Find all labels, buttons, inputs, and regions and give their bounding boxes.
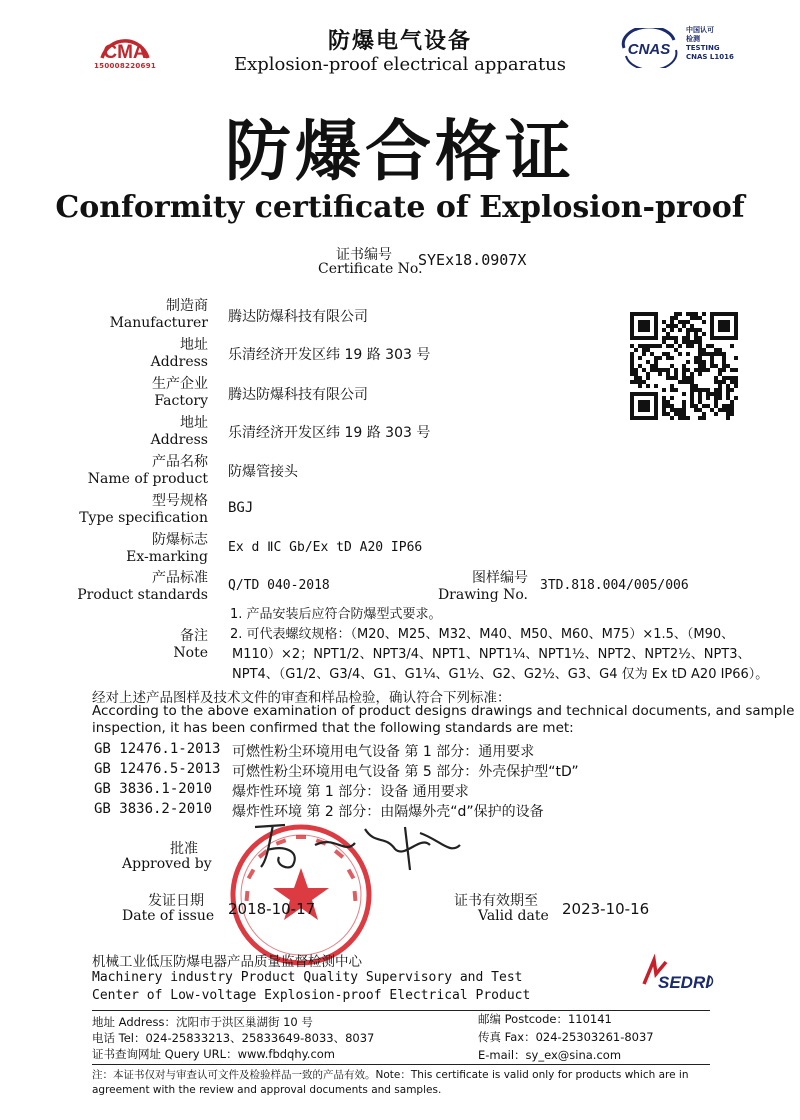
manufacturer-address-label: 地址 Address (150, 337, 208, 370)
standard-name: 爆炸性环境 第 1 部分：设备 通用要求 (232, 784, 469, 800)
inspection-cn: 经对上述产品图样及技术文件的审查和样品检验，确认符合下列标准： (92, 690, 511, 706)
issue-date-value: 2018-10-17 (228, 900, 316, 918)
approved-label-cn: 批准 (170, 841, 198, 857)
note-line: NPT4、（G1/2、G3/4、G1、G1¼、G1½、G2、G2½、G3、G4 仅为 Ex tD A20 IP66）。 (232, 667, 769, 682)
certificate-title-en: Conformity certificate of Explosion-proof (55, 190, 745, 225)
contact-tel: 电话 Tel：024-25833213、25833649-8033、8037 (92, 1031, 375, 1045)
notes-block (230, 605, 768, 685)
contact-left (92, 1014, 374, 1062)
product-name-value: 防爆管接头 (228, 464, 298, 480)
manufacturer-value: 腾达防爆科技有限公司 (228, 309, 368, 325)
type-spec-label: 型号规格 Type specification (79, 493, 208, 526)
cma-mark: CMA (103, 42, 147, 63)
divider (92, 1064, 710, 1065)
issue-date-label-en: Date of issue (122, 908, 215, 924)
cma-number: 150008220691 (94, 62, 157, 70)
standard-code: GB 3836.1-2010 (94, 781, 213, 797)
contact-address: 地址 Address：沈阳市于洪区巢湖街 10 号 (92, 1015, 313, 1029)
standard-code: GB 12476.1-2013 (94, 741, 221, 757)
contact-postcode: 邮编 Postcode：110141 (478, 1012, 612, 1026)
certificate-no-value: SYEx18.0907X (418, 251, 527, 269)
contact-right (478, 1010, 654, 1064)
footnote-line: agreement with the review and approval documents and samples. (92, 1084, 442, 1096)
certificate-no-label-cn: 证书编号 (336, 247, 392, 263)
certificate-no-label-en: Certificate No. (318, 261, 423, 277)
sedri-logo (640, 954, 720, 998)
cnas-text (686, 26, 734, 62)
manufacturer-label: 制造商 Manufacturer (109, 298, 208, 331)
manufacturer-address-value: 乐清经济开发区纬 19 路 303 号 (228, 347, 431, 363)
inspection-en-line1: According to the above examination of product designs drawings and technical documents, and sample (92, 703, 795, 719)
footnote (92, 1068, 689, 1098)
product-standards-label: 产品标准 Product standards (77, 570, 208, 603)
qr-code (630, 312, 738, 420)
cnas-line: CNAS L1016 (686, 53, 734, 61)
certificate-title-cn: 防爆合格证 (225, 113, 575, 190)
note-line: 2. 可代表螺纹规格：（M20、M25、M32、M40、M50、M60、M75）×1.5、（M90、 (230, 627, 735, 642)
factory-value: 腾达防爆科技有限公司 (228, 387, 368, 403)
header-title-cn: 防爆电气设备 (327, 29, 472, 54)
signature (245, 815, 485, 875)
cnas-line: 中国认可 (686, 26, 714, 34)
issue-date-label-cn: 发证日期 (148, 893, 204, 909)
ex-marking-value: Ex d ⅡC Gb/Ex tD A20 IP66 (228, 540, 423, 555)
factory-address-value: 乐清经济开发区纬 19 路 303 号 (228, 425, 431, 441)
center-name-en-line1: Machinery industry Product Quality Supervisory and Test (92, 970, 523, 985)
product-name-label: 产品名称 Name of product (87, 454, 208, 487)
factory-label: 生产企业 Factory (152, 376, 208, 409)
cnas-line: TESTING (686, 44, 720, 52)
qr-code-graphic (630, 312, 738, 420)
center-name-cn: 机械工业低压防爆电器产品质量监督检测中心 (92, 954, 362, 970)
drawing-no-label: 图样编号 Drawing No. (437, 570, 528, 603)
contact-query-url: 证书查询网址 Query URL：www.fbdqhy.com (92, 1047, 336, 1061)
factory-address-label: 地址 Address (150, 415, 208, 448)
product-standards-value: Q/TD 040-2018 (228, 578, 330, 593)
contact-email: E-mail：sy_ex@sina.com (478, 1048, 622, 1062)
drawing-no-value: 3TD.818.004/005/006 (540, 578, 689, 593)
note-line: M110）×2；NPT1/2、NPT3/4、NPT1、NPT1¼、NPT1½、NPT2、NPT2½、NPT3、 (232, 647, 751, 662)
standard-code: GB 3836.2-2010 (94, 801, 213, 817)
inspection-en-line2: inspection, it has been confirmed that the following standards are met: (92, 720, 574, 736)
sedri-mark: SEDRI (658, 973, 710, 992)
valid-date-label-en: Valid date (478, 908, 549, 924)
valid-date-value: 2023-10-16 (562, 900, 650, 918)
type-spec-value: BGJ (228, 500, 254, 516)
header-title-en: Explosion-proof electrical apparatus (233, 54, 567, 75)
approved-label-en: Approved by (122, 856, 212, 872)
cnas-line: 检测 (686, 35, 700, 43)
cnas-logo (618, 28, 680, 68)
note-line: 1. 产品安装后应符合防爆型式要求。 (230, 607, 442, 622)
standard-name: 爆炸性环境 第 2 部分：由隔爆外壳“d”保护的设备 (232, 804, 544, 820)
contact-fax: 传真 Fax：024-25303261-8037 (478, 1030, 654, 1044)
footnote-line: 注：本证书仅对与审查认可文件及检验样品一致的产品有效。Note：This certificate is valid only for products which are in (92, 1069, 689, 1081)
center-name-en-line2: Center of Low-voltage Explosion-proof Electrical Product (92, 988, 531, 1003)
ex-marking-label: 防爆标志 Ex-marking (126, 532, 208, 565)
standard-code: GB 12476.5-2013 (94, 761, 221, 777)
standard-name: 可燃性粉尘环境用电气设备 第 5 部分：外壳保护型“tD” (232, 764, 579, 780)
note-label: 备注 Note (173, 628, 208, 661)
standard-name: 可燃性粉尘环境用电气设备 第 1 部分：通用要求 (232, 744, 535, 760)
cnas-mark: CNAS (627, 41, 671, 58)
valid-date-label-cn: 证书有效期至 (454, 893, 538, 909)
